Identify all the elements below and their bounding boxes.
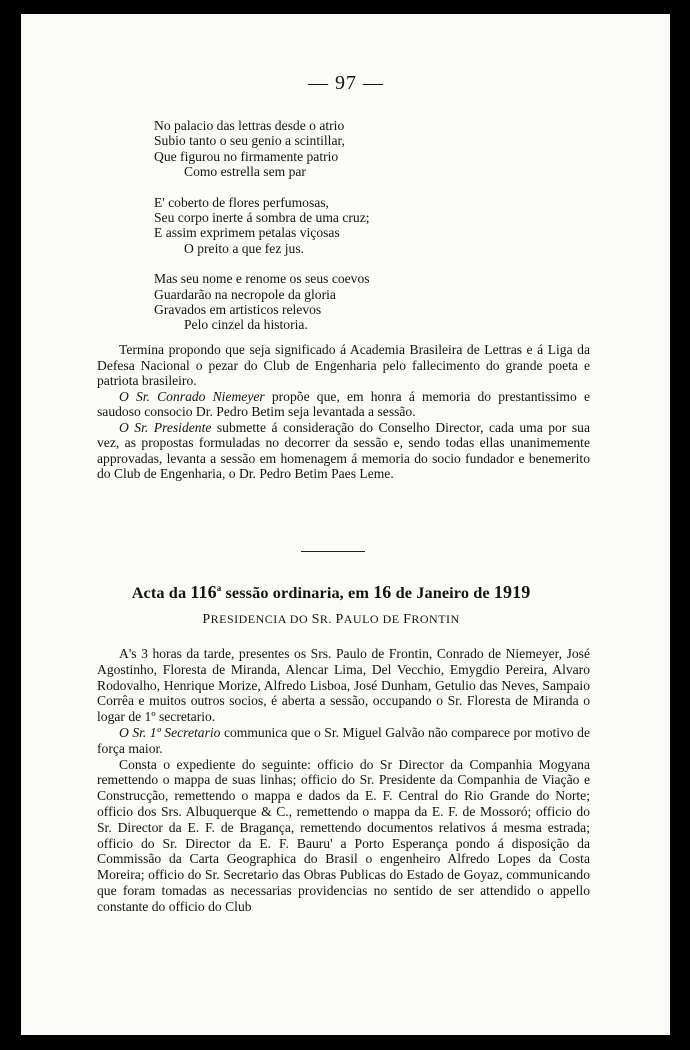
minutes-title (21, 582, 641, 603)
poem (154, 118, 514, 348)
session-day: 16 (373, 582, 392, 602)
poem-line: Gravados em artisticos relevos (154, 302, 322, 318)
poem-line: E assim exprimem petalas viçosas (154, 225, 340, 241)
smallcap-initial: P (202, 612, 211, 627)
smallcap-text: RESIDENCIA DO (210, 612, 312, 626)
paragraph (97, 389, 590, 420)
minutes-body (97, 646, 590, 915)
paragraph: A's 3 horas da tarde, presentes os Srs. Paulo de Frontin, Conrado de Niemeyer, José Agostinho, Floresta de Miranda, Alencar Lima, Del Vecchio, Emygdio Pereira, Alvaro Rodovalho, Henrique Morize, Alfredo Lisboa, José Dunham, Getulio das Neves, Sampaio Corrêa e muitos outros socios, é aberta a sessão, occupando o Sr. Floresta de Miranda o logar de 1º secretario. (97, 646, 590, 725)
session-number-value: 116 (190, 582, 217, 602)
poem-line: Subio tanto o seu genio a scintillar, (154, 133, 345, 149)
poem-stanza-3 (154, 271, 514, 333)
poem-line: E' coberto de flores perfumosas, (154, 194, 329, 210)
poem-line: Guardarão na necropole da gloria (154, 286, 336, 302)
smallcap-initial: S (311, 612, 320, 627)
poem-stanza-1 (154, 118, 514, 180)
paragraph-text: communica que o Sr. Miguel Galvão não comparece por motivo de força maior. (97, 724, 590, 756)
smallcap-initial: F (403, 612, 412, 627)
presidency-line (21, 612, 641, 628)
title-part: sessão ordinaria, em (225, 583, 370, 602)
poem-line: O preito a que fez jus. (184, 240, 305, 256)
session-year: 1919 (493, 582, 531, 602)
section-divider (301, 551, 365, 552)
poem-line: Como estrella sem par (184, 164, 306, 180)
paragraph (97, 725, 590, 757)
smallcap-text: RONTIN (411, 612, 460, 626)
paragraph-text: propõe que, em honra á memoria do prestantissimo e saudoso consocio Dr. Pedro Betim seja levantada a sessão. (97, 388, 590, 419)
page-number: — 97 — (308, 72, 384, 94)
poem-line: Seu corpo inerte á sombra de uma cruz; (154, 210, 370, 226)
poem-stanza-2 (154, 195, 514, 257)
poem-line: Pelo cinzel da historia. (184, 317, 308, 333)
book-page (21, 14, 670, 1035)
title-part: Acta da (131, 583, 187, 602)
paragraph: Termina propondo que seja significado á Academia Brasileira de Lettras e á Liga da Defesa Nacional o pezar do Club de Engenharia pelo fallecimento do grande poeta e patriota brasileiro. (97, 342, 590, 388)
speaker-name: O Sr. Conrado Niemeyer (119, 388, 265, 404)
closing-paragraphs (97, 342, 590, 482)
speaker-name: O Sr. 1º Secretario (119, 724, 221, 740)
ordinal-suffix: a (216, 583, 222, 593)
poem-line: No palacio das lettras desde o atrio (154, 118, 345, 133)
speaker-name: O Sr. Presidente (119, 419, 212, 435)
session-number (190, 582, 221, 602)
paragraph (97, 420, 590, 482)
smallcap-initial: P (335, 612, 344, 627)
poem-line: Mas seu nome e renome os seus coevos (154, 271, 370, 287)
smallcap-text: AULO DE (343, 612, 404, 626)
smallcap-text: R. (319, 612, 336, 626)
title-part: de Janeiro de (395, 583, 490, 602)
paragraph: Consta o expediente do seguinte: officio do Sr Director da Companhia Mogyana remettendo o mappa de suas linhas; officio do Sr. Presidente da Companhia de Viação e Construcção, remettendo o mappa e dados da E. F. Central do Rio Grande do Norte; officio dos Srs. Albuquerque & C., remettendo o mappa da E. F. de Mossoró; officio do Sr. Director da E. F. de Bragança, remettendo documentos relativos á mesma estrada; officio do Sr. Director da E. F. Bauru' a Porto Esperança pondo á disposição da Commissão da Carta Geographica do Brasil o engenheiro Alfredo Lopes da Costa Moreira; officio do Sr. Secretario das Obras Publicas do Estado de Goyaz, communicando que foram tomadas as necessarias providencias no sentido de ser attendido o appello constante do officio do Club (97, 756, 590, 914)
paragraph-text: submette á consideração do Conselho Director, cada uma por sua vez, as propostas formuladas no decorrer da sessão e, sendo todas ellas unanimemente approvadas, levanta a sessão em homenagem á memoria do socio fundador e benemerito do Club de Engenharia, o Dr. Pedro Betim Paes Leme. (97, 419, 590, 481)
poem-line: Que figurou no firmamente patrio (154, 148, 339, 164)
